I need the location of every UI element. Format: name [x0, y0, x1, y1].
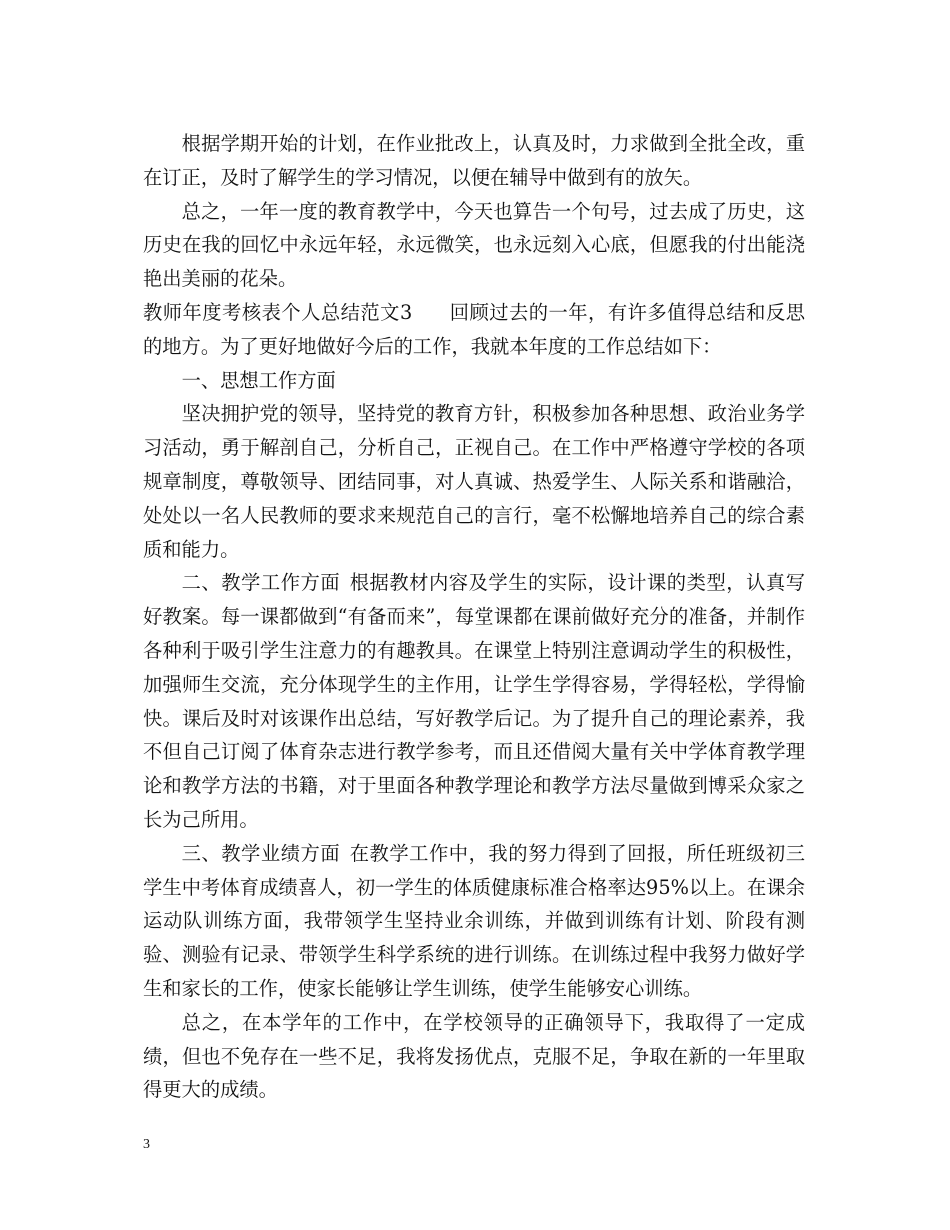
page-number: 3: [143, 1137, 150, 1152]
paragraph-text: 回顾过去的一年，有许多值得总结和反思的地方。为了更好地做好今后的工作，我就本年度的工作总结如下：: [143, 300, 805, 358]
section-heading: 一、思想工作方面: [181, 368, 336, 392]
paragraph-text: 根据教材内容及学生的实际，设计课的类型，认真写好教案。每一课都做到“有备而来”，每堂课都在课前做好充分的准备，并制作各种利于吸引学生注意力的有趣教具。在课堂上特别注意调动学生的积极性，加强师生交流，充分体现学生的主作用，让学生学得容易，学得轻松，学得愉快。课后及时对该课作出总结，写好教学后记。为了提升自己的理论素养，我不但自己订阅了体育杂志进行教学参考，而且还借阅大量有关中学体育教学理论和教学方法的书籍，对于里面各种教学理论和教学方法尽量做到博采众家之长为己所用。: [143, 571, 806, 831]
paragraph-ideology-work: [143, 397, 805, 566]
section-heading: 二、教学工作方面: [181, 571, 341, 595]
document-body: [143, 127, 805, 1107]
paragraph-text: 在教学工作中，我的努力得到了回报，所任班级初三学生中考体育成绩喜人，初一学生的体质健康标准合格率达95%以上。在课余运动队训练方面，我带领学生坚持业余训练，并做到训练有计划、阶段有测验、测验有记录、带领学生科学系统的进行训练。在训练过程中我努力做好学生和家长的工作，使家长能够让学生训练，使学生能够安心训练。: [143, 841, 806, 1000]
paragraph-teaching-results: [143, 837, 805, 1006]
paragraph-teaching-work: [143, 566, 805, 836]
paragraph-text: 总之，一年一度的教育教学中，今天也算告一个句号，过去成了历史，这历史在我的回忆中永远年轻，永远微笑，也永远刻入心底，但愿我的付出能浇艳出美丽的花朵。: [143, 199, 805, 291]
heading-ideology-work: [143, 364, 805, 398]
paragraph-year-summary: [143, 195, 805, 296]
paragraph-text: 坚决拥护党的领导，坚持党的教育方针，积极参加各种思想、政治业务学习活动，勇于解剖自己，分析自己，正视自己。在工作中严格遵守学校的各项规章制度，尊敬领导、团结同事，对人真诚、热爱学生、人际关系和谐融洽，处处以一名人民教师的要求来规范自己的言行，毫不松懈地培养自己的综合素质和能力。: [143, 402, 805, 561]
paragraph-text: 总之，在本学年的工作中，在学校领导的正确领导下，我取得了一定成绩，但也不免存在一些不足，我将发扬优点，克服不足，争取在新的一年里取得更大的成绩。: [143, 1010, 805, 1102]
section-title: 教师年度考核表个人总结范文3: [143, 300, 413, 324]
paragraph-homework-plan: [143, 127, 805, 195]
paragraph-text: 根据学期开始的计划，在作业批改上，认真及时，力求做到全批全改，重在订正，及时了解学生的学习情况，以便在辅导中做到有的放矢。: [143, 132, 805, 189]
paragraph-conclusion: [143, 1006, 805, 1107]
section-heading: 三、教学业绩方面: [181, 841, 341, 865]
paragraph-sample-3-intro: [143, 296, 805, 364]
